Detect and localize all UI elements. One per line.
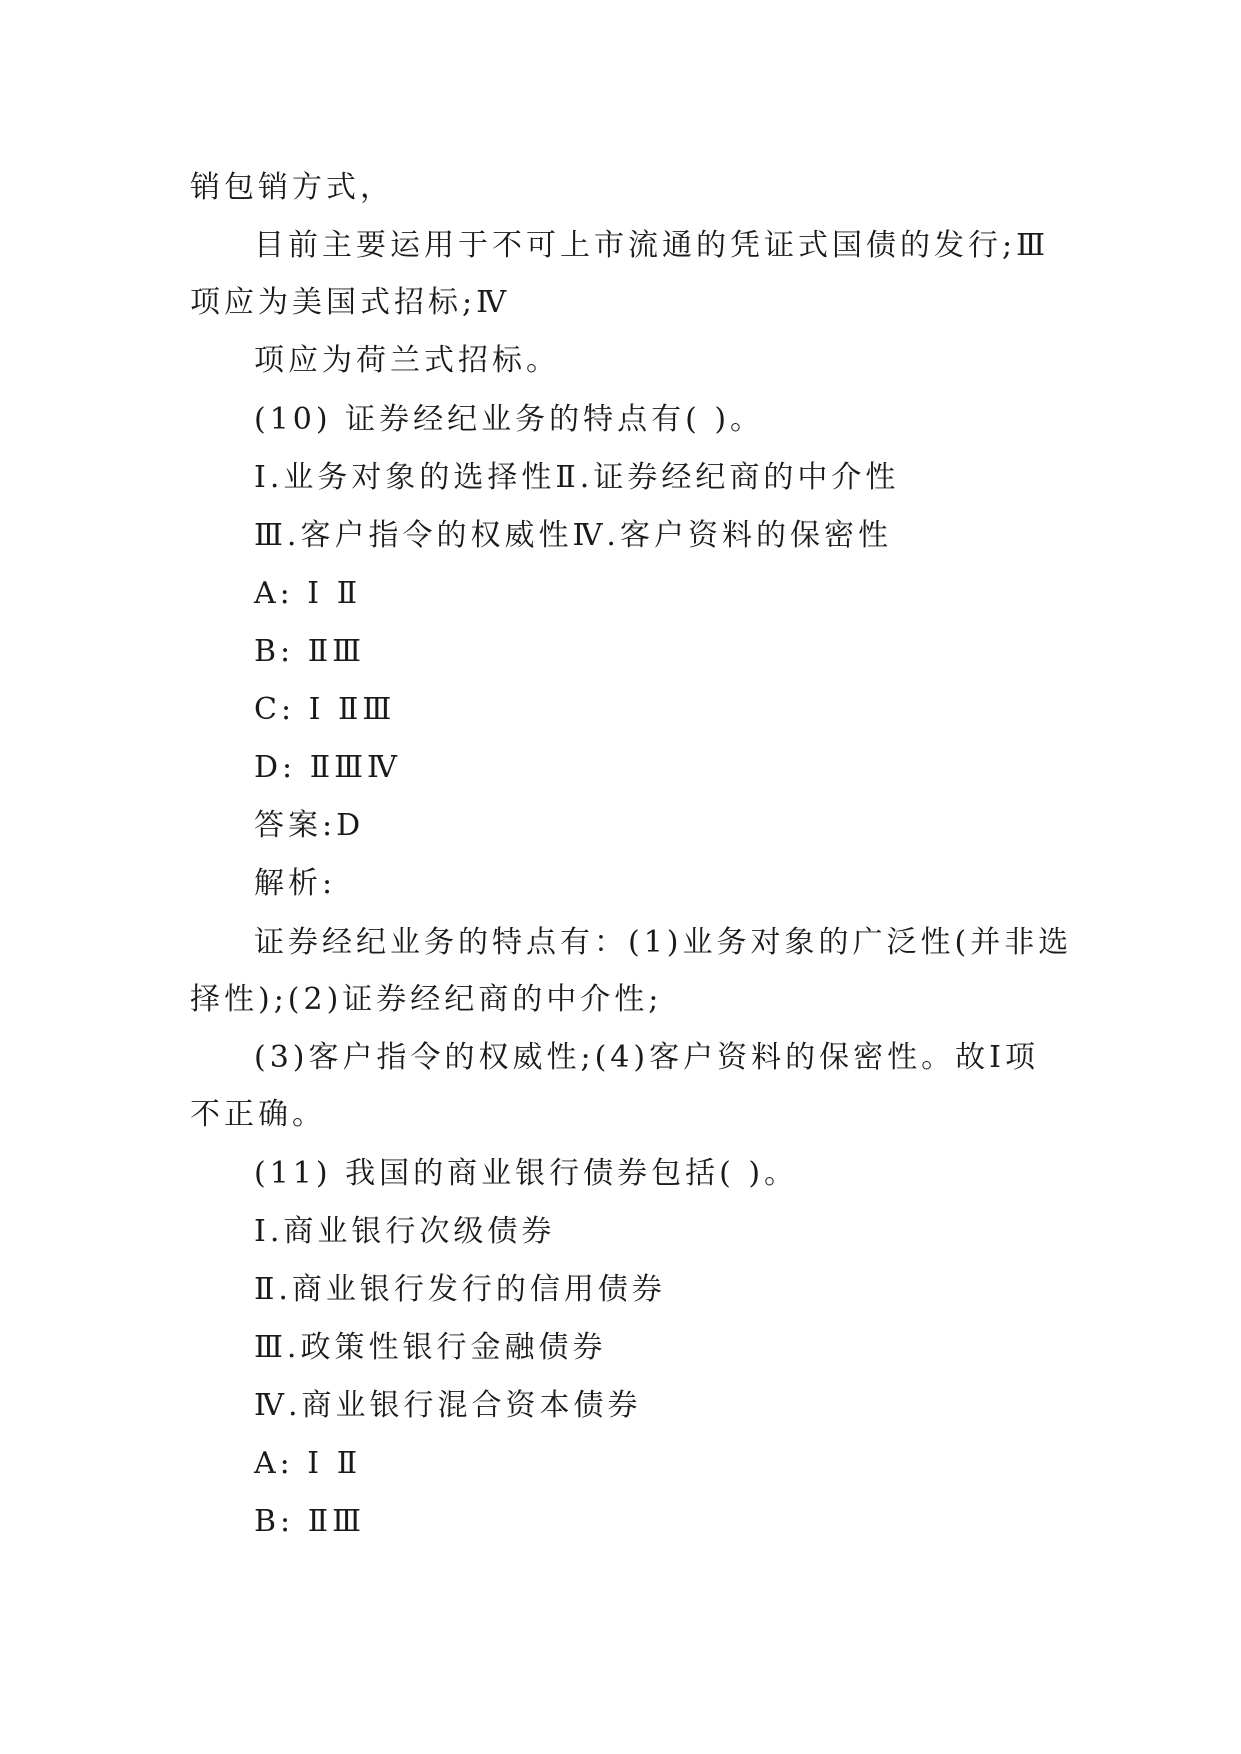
text-line: Ⅲ.政策性银行金融债券 xyxy=(254,1330,607,1365)
option-b: B: ⅡⅢ xyxy=(254,634,366,669)
text-line: 择性);(2)证券经纪商的中介性; xyxy=(190,982,663,1017)
text-line: 证券经纪业务的特点有：(1)业务对象的广泛性(并非选 xyxy=(254,925,1073,960)
text-line: 项应为荷兰式招标。 xyxy=(254,343,560,378)
analysis-label: 解析: xyxy=(254,866,337,901)
option-a: A: Ⅰ Ⅱ xyxy=(254,1446,362,1481)
text-line: Ⅲ.客户指令的权威性Ⅳ.客户资料的保密性 xyxy=(254,518,892,553)
option-b: B: ⅡⅢ xyxy=(254,1504,366,1539)
text-line: 目前主要运用于不可上市流通的凭证式国债的发行;Ⅲ xyxy=(254,228,1050,263)
option-a: A: Ⅰ Ⅱ xyxy=(254,576,362,611)
text-line: Ⅳ.商业银行混合资本债券 xyxy=(254,1388,642,1423)
option-c: C: Ⅰ ⅡⅢ xyxy=(254,692,396,727)
text-line: 项应为美国式招标;Ⅳ xyxy=(190,285,511,320)
text-line: 不正确。 xyxy=(190,1097,326,1132)
question-title: (10) 证券经纪业务的特点有( )。 xyxy=(254,402,765,437)
text-line: Ⅰ.业务对象的选择性Ⅱ.证券经纪商的中介性 xyxy=(254,460,900,495)
text-line: Ⅰ.商业银行次级债券 xyxy=(254,1214,556,1249)
text-line: Ⅱ.商业银行发行的信用债券 xyxy=(254,1272,666,1307)
text-line: (3)客户指令的权威性;(4)客户资料的保密性。故Ⅰ项 xyxy=(254,1040,1039,1075)
question-title: (11) 我国的商业银行债券包括( )。 xyxy=(254,1156,799,1191)
option-d: D: ⅡⅢⅣ xyxy=(254,750,401,785)
answer: 答案:D xyxy=(254,808,365,843)
text-line: 销包销方式， xyxy=(190,170,394,205)
